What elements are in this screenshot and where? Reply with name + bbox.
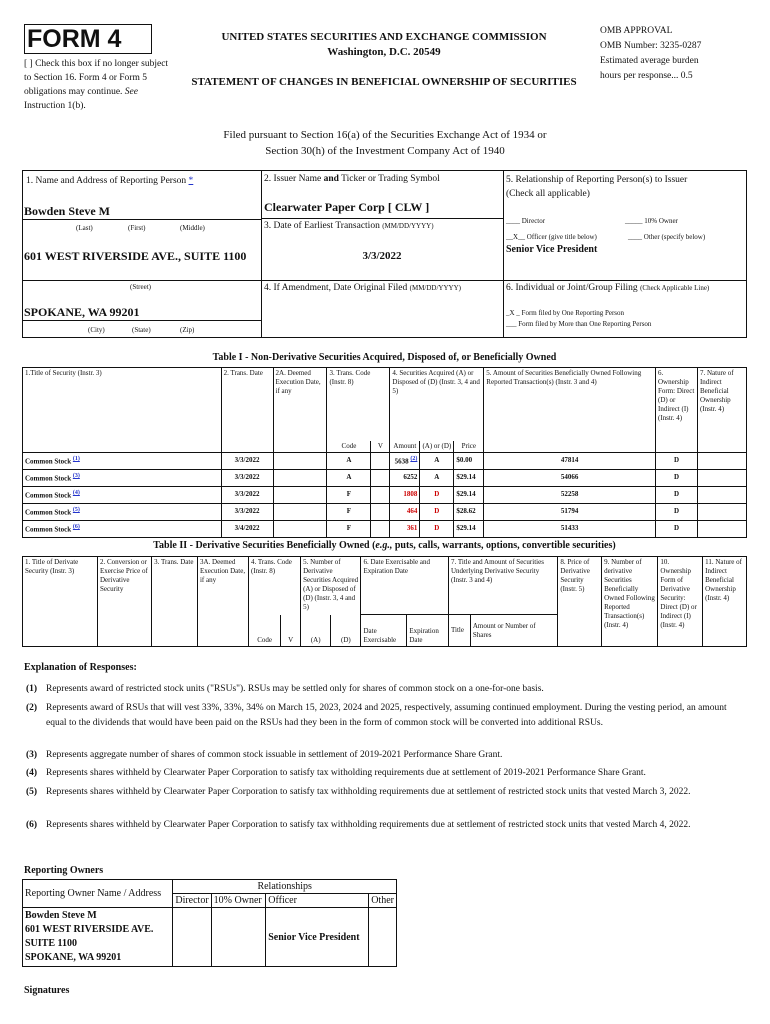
table2-title: [22, 540, 747, 551]
cell-amount: 6252: [403, 473, 418, 481]
table-cell: [484, 469, 656, 486]
th-price: Price: [454, 441, 484, 453]
cell-owned: 54066: [560, 473, 579, 481]
box5-label-2: (Check all applicable): [506, 189, 590, 199]
table1-title: Table I - Non-Derivative Securities Acquired, Disposed of, or Beneficially Owned: [212, 352, 557, 363]
box4-label-small: (MM/DD/YYYY): [409, 284, 461, 292]
filed-pursuant-line-2: Section 30(h) of the Investment Company Act of 1940: [265, 145, 505, 157]
table-row: [23, 486, 747, 503]
table-cell: [484, 486, 656, 503]
commission-city: Washington, D.C. 20549: [327, 46, 441, 58]
explanation-item: [26, 701, 746, 731]
first-label: (First): [128, 224, 146, 232]
table-cell: [655, 452, 697, 469]
non-derivative-table: [22, 367, 747, 538]
cell-date: 3/3/2022: [234, 456, 260, 464]
box2-label-post: Ticker or Trading Symbol: [341, 174, 440, 184]
th2-title: 1. Title of Derivate Security (Instr. 3): [23, 557, 98, 647]
table-cell: [221, 452, 273, 469]
explanation-item: [26, 785, 746, 800]
table-cell: [420, 469, 454, 486]
th-deemed-date: 2A. Deemed Execution Date, if any: [273, 368, 327, 453]
th-ownership-form: 6. Ownership Form: Direct (D) or Indirect (I) (Instr. 4): [655, 368, 697, 453]
cell-amount: 361: [406, 524, 418, 532]
statement-title: STATEMENT OF CHANGES IN BENEFICIAL OWNERSHIP OF SECURITIES: [191, 76, 577, 88]
cell-amount: 1808: [403, 490, 418, 498]
th2-sub-title: Title: [448, 615, 470, 647]
reporting-person-name: Bowden Steve M: [24, 204, 110, 218]
footnote-link[interactable]: (6): [72, 523, 80, 530]
explanation-item: [26, 748, 746, 763]
derivative-table: [22, 556, 747, 647]
cell-amount: 464: [406, 507, 418, 515]
table-cell: [697, 520, 746, 537]
state-label: (State): [132, 326, 151, 334]
th2-number-derivative: 5. Number of Derivative Securities Acquired (A) or Disposed of (D) (Instr. 3, 4 and 5): [301, 557, 361, 615]
explanation-item: [26, 766, 746, 781]
th2-v: V: [281, 615, 301, 647]
cell-owned: 52258: [560, 490, 579, 498]
box4-label: [264, 283, 461, 293]
th2-exp-date: Expiration Date: [407, 615, 449, 647]
cell-code: A: [346, 456, 352, 464]
form-title: FORM 4: [27, 25, 122, 53]
cell-title: Common Stock: [25, 525, 72, 534]
table-cell: [23, 520, 222, 537]
th2-d: (D): [331, 615, 361, 647]
cell-date: 3/3/2022: [234, 473, 260, 481]
reporting-owners-table: [22, 879, 397, 967]
table-cell: [273, 452, 327, 469]
owner-name: Bowden Steve M: [25, 910, 97, 921]
cell-aord: D: [434, 507, 440, 515]
cell-form: D: [673, 524, 679, 532]
earliest-transaction-date: 3/3/2022: [362, 250, 402, 262]
explanation-text: Represents aggregate number of shares of common stock issuable in settlement of 2019-2021 Performance Share Grant.: [46, 750, 503, 760]
box5-label: [506, 173, 746, 201]
table-cell: [327, 469, 371, 486]
footnote-link[interactable]: (1): [72, 455, 80, 462]
th-trans-code: 3. Trans. Code (Instr. 8): [327, 368, 390, 441]
table-row: [23, 520, 747, 537]
table-cell: [221, 503, 273, 520]
cell-amount: 5638: [394, 457, 409, 466]
footnote-link[interactable]: (5): [72, 506, 80, 513]
th2-conversion: 2. Conversion or Exercise Price of Derivative Security: [98, 557, 152, 647]
th-title-of-security: 1.Title of Security (Instr. 3): [23, 368, 222, 453]
cell-code: F: [346, 490, 352, 498]
th2-code: Code: [249, 615, 281, 647]
cell-date: 3/3/2022: [234, 490, 260, 498]
table-cell: [655, 486, 697, 503]
cell-owned: 51794: [560, 507, 579, 515]
explanation-text: Represents shares withheld by Clearwater Paper Corporation to satisfy tax withholding requirements due at settlement of restricted stock units that vested March 3, 2022.: [46, 787, 691, 797]
table-cell: [484, 452, 656, 469]
table-cell: [327, 452, 371, 469]
table-cell: [697, 452, 746, 469]
explanation-number: (3): [26, 750, 38, 760]
cell-date: 3/3/2022: [234, 507, 260, 515]
cell-aord: D: [434, 490, 440, 498]
omb-number: OMB Number: 3235-0287: [600, 41, 702, 51]
box4-label-text: 4. If Amendment, Date Original Filed: [264, 283, 408, 293]
middle-label: (Middle): [180, 224, 205, 232]
table-cell: [390, 469, 420, 486]
officer-title: Senior Vice President: [506, 244, 598, 255]
th2-date-exercisable: 6. Date Exercisable and Expiration Date: [361, 557, 448, 615]
table-cell: [273, 520, 327, 537]
check-box-notice: [24, 57, 172, 113]
cell-price: $0.00: [456, 456, 473, 464]
table-cell: [327, 503, 371, 520]
owner-ten-cell: [211, 908, 266, 967]
explanation-number: (5): [26, 787, 38, 797]
signatures-heading: Signatures: [24, 985, 70, 996]
th2-sub-amount: Amount or Number of Shares: [470, 615, 558, 647]
cell-price: $28.62: [456, 507, 476, 515]
officer-checkbox: __X__ Officer (give title below): [506, 233, 597, 241]
table-cell: [273, 486, 327, 503]
table-cell: [420, 520, 454, 537]
box6-label-small: (Check Applicable Line): [640, 284, 710, 292]
explanation-heading: Explanation of Responses:: [24, 662, 137, 673]
table-cell: [371, 469, 390, 486]
owner-other-cell: [369, 908, 397, 967]
footnote-link[interactable]: (4): [72, 489, 80, 496]
box3-label-text: 3. Date of Earliest Transaction: [264, 221, 380, 231]
th2-price: 8. Price of Derivative Security (Instr. 5): [558, 557, 602, 647]
commission-title: [178, 30, 590, 60]
burden-line-2: hours per response... 0.5: [600, 71, 693, 81]
owners-col-ten: 10% Owner: [211, 894, 266, 908]
explanation-number: (6): [26, 820, 38, 830]
cell-owned: 47814: [560, 456, 579, 464]
cell-form: D: [673, 473, 679, 481]
box1-label-mark: *: [188, 176, 194, 186]
street-address: 601 WEST RIVERSIDE AVE., SUITE 1100: [24, 249, 247, 263]
th2-date-ex: Date Exercisable: [361, 615, 407, 647]
owner-officer-cell: Senior Vice President: [266, 908, 369, 967]
table-cell: [420, 503, 454, 520]
director-checkbox: ____ Director: [506, 217, 546, 225]
table-cell: [221, 486, 273, 503]
table-cell: [454, 520, 484, 537]
table-cell: [23, 503, 222, 520]
filing-option-multiple: ___ Form filed by More than One Reporting Person: [506, 320, 652, 328]
owners-col-officer: Officer: [266, 894, 369, 908]
table-cell: [454, 469, 484, 486]
box2-label-pre: 2. Issuer Name: [264, 174, 322, 184]
table-cell: [273, 469, 327, 486]
table-cell: [390, 520, 420, 537]
cell-price: $29.14: [456, 490, 476, 498]
zip-label: (Zip): [180, 326, 195, 334]
th-v: V: [371, 441, 390, 453]
explanation-number: (2): [26, 703, 38, 713]
owner-suite: SUITE 1100: [25, 938, 77, 949]
owner-city: SPOKANE, WA 99201: [25, 952, 122, 963]
city-address: SPOKANE, WA 99201: [24, 305, 140, 319]
explanation-text: Represents shares withheld by Clearwater Paper Corporation to satisfy tax withholding requirements due at settlement of restricted stock units that vested March 4, 2022.: [46, 820, 691, 830]
issuer-name: Clearwater Paper Corp [ CLW ]: [264, 200, 430, 214]
cell-aord: A: [434, 473, 440, 481]
owners-heading: Reporting Owners: [24, 865, 104, 876]
table-cell: [390, 486, 420, 503]
table-cell: [221, 520, 273, 537]
table-cell: [655, 520, 697, 537]
table-cell: [273, 503, 327, 520]
table-cell: [454, 503, 484, 520]
explanation-item: [26, 818, 746, 833]
cell-code: F: [346, 507, 352, 515]
table-cell: [371, 503, 390, 520]
explanation-number: (1): [26, 684, 38, 694]
table2-title-post: puts, calls, warrants, options, convertible securities): [394, 540, 616, 551]
box1-label: [26, 176, 193, 186]
table-cell: [327, 486, 371, 503]
th2-ownership-form: 10. Ownership Form of Derivative Security: Direct (D) or Indirect (I) (Instr. 4): [658, 557, 703, 647]
footnote-link[interactable]: (2): [410, 455, 418, 462]
owners-col-director: Director: [173, 894, 211, 908]
table-cell: [23, 452, 222, 469]
cell-form: D: [673, 456, 679, 464]
table-cell: [484, 520, 656, 537]
cell-form: D: [673, 507, 679, 515]
table-cell: [697, 503, 746, 520]
th-trans-date: 2. Trans. Date: [221, 368, 273, 453]
box2-label: [264, 174, 440, 184]
box2-label-and: and: [323, 174, 339, 184]
table-cell: [371, 452, 390, 469]
th-code: Code: [327, 441, 371, 453]
th2-trans-code: 4. Trans. Code (Instr. 8): [249, 557, 301, 615]
cell-date: 3/4/2022: [234, 524, 260, 532]
cell-aord: D: [434, 524, 440, 532]
table-cell: [420, 486, 454, 503]
box1-label-text: 1. Name and Address of Reporting Person: [26, 176, 187, 186]
table2-title-eg: e.g.,: [375, 540, 393, 551]
ten-percent-checkbox: _____ 10% Owner: [625, 217, 678, 225]
table-row: [23, 469, 747, 486]
table-cell: [23, 469, 222, 486]
instruction-text: Instruction 1(b).: [24, 101, 86, 111]
table-cell: [371, 520, 390, 537]
table-cell: [454, 452, 484, 469]
table-row: [23, 452, 747, 469]
cell-aord: A: [434, 456, 440, 464]
explanation-text: Represents shares withheld by Clearwater Paper Corporation to satisfy tax witholding requirements due at settlement of 2019-2021 Performance Share Grant.: [46, 768, 646, 778]
box3-label: [264, 221, 434, 231]
cell-price: $29.14: [456, 524, 476, 532]
filed-pursuant: [110, 127, 660, 159]
owner-street: 601 WEST RIVERSIDE AVE.: [25, 924, 154, 935]
commission-name: UNITED STATES SECURITIES AND EXCHANGE COMMISSION: [221, 31, 547, 43]
th-a-or-d: (A) or (D): [420, 441, 454, 453]
form-title-box: [24, 24, 152, 54]
explanation-item: [26, 682, 746, 697]
explanation-number: (4): [26, 768, 38, 778]
th-securities-acquired: 4. Securities Acquired (A) or Disposed of (D) (Instr. 3, 4 and 5): [390, 368, 484, 441]
cell-title: Common Stock: [25, 491, 72, 500]
table-cell: [390, 452, 420, 469]
owner-address-cell: [23, 908, 173, 967]
owners-col-other: Other: [369, 894, 397, 908]
th-amount-owned: 5. Amount of Securities Beneficially Owned Following Reported Transaction(s) (Instr. 3 and 4): [484, 368, 656, 453]
table-cell: [697, 469, 746, 486]
owners-col-relationships: Relationships: [173, 880, 397, 894]
th2-nature-indirect: 11. Nature of Indirect Beneficial Ownership (Instr. 4): [703, 557, 747, 647]
table-cell: [327, 520, 371, 537]
table-cell: [697, 486, 746, 503]
table-cell: [655, 469, 697, 486]
omb-approval: OMB APPROVAL: [600, 26, 673, 36]
table-cell: [23, 486, 222, 503]
other-checkbox: ____ Other (specify below): [628, 233, 706, 241]
box6-label: [506, 283, 709, 293]
cell-owned: 51433: [560, 524, 579, 532]
footnote-link[interactable]: (3): [72, 472, 80, 479]
table-cell: [390, 503, 420, 520]
box3-label-small: (MM/DD/YYYY): [382, 222, 434, 230]
cell-title: Common Stock: [25, 457, 72, 466]
table-cell: [371, 486, 390, 503]
cell-code: A: [346, 473, 352, 481]
last-label: (Last): [76, 224, 93, 232]
street-label: (Street): [130, 283, 151, 291]
owners-col-name: Reporting Owner Name / Address: [23, 880, 173, 908]
table2-title-pre: Table II - Derivative Securities Beneficially Owned (: [153, 540, 376, 551]
explanation-text: Represents award of restricted stock units ("RSUs"). RSUs may be settled only for shares of common stock on a one-for-one basis.: [46, 684, 544, 694]
th2-number-owned: 9. Number of derivative Securities Beneficially Owned Following Reported Transaction(s) (Instr. 4): [602, 557, 658, 647]
table-cell: [454, 486, 484, 503]
cell-title: Common Stock: [25, 474, 72, 483]
box5-label-1: 5. Relationship of Reporting Person(s) to Issuer: [506, 175, 688, 185]
table-cell: [420, 452, 454, 469]
th-nature-indirect: 7. Nature of Indirect Beneficial Ownership (Instr. 4): [697, 368, 746, 453]
check-box-text: [ ] Check this box if no longer subject to Section 16. Form 4 or Form 5 obligations may continue.: [24, 59, 169, 97]
cell-form: D: [673, 490, 679, 498]
cell-code: F: [346, 524, 352, 532]
th2-trans-date: 3. Trans. Date: [152, 557, 198, 647]
th-amount: Amount: [390, 441, 420, 453]
filing-option-one: _X _ Form filed by One Reporting Person: [506, 309, 625, 317]
see-text: See: [124, 87, 138, 97]
box6-label-text: 6. Individual or Joint/Group Filing: [506, 283, 638, 293]
th2-deemed-date: 3A. Deemed Execution Date, if any: [197, 557, 248, 647]
owner-director-cell: [173, 908, 211, 967]
explanation-text: Represents award of RSUs that will vest 33%, 33%, 34% on March 15, 2023, 2024 and 2025, respectively, assuming continued employment. During the vesting period, an amount equal to the dividends that would have been paid on the RSUs had they been in the form of common stock will be converted into additional RSUs.: [46, 703, 727, 728]
omb-approval-box: [600, 24, 750, 84]
cell-title: Common Stock: [25, 508, 72, 517]
th2-a: (A): [301, 615, 331, 647]
th2-title-amount: 7. Title and Amount of Securities Underlying Derivative Security (Instr. 3 and 4): [448, 557, 557, 615]
filed-pursuant-line-1: Filed pursuant to Section 16(a) of the Securities Exchange Act of 1934 or: [223, 129, 547, 141]
city-label: (City): [88, 326, 105, 334]
table-cell: [221, 469, 273, 486]
table-row: [23, 503, 747, 520]
table-cell: [655, 503, 697, 520]
table-cell: [484, 503, 656, 520]
burden-line-1: Estimated average burden: [600, 56, 699, 66]
cell-price: $29.14: [456, 473, 476, 481]
